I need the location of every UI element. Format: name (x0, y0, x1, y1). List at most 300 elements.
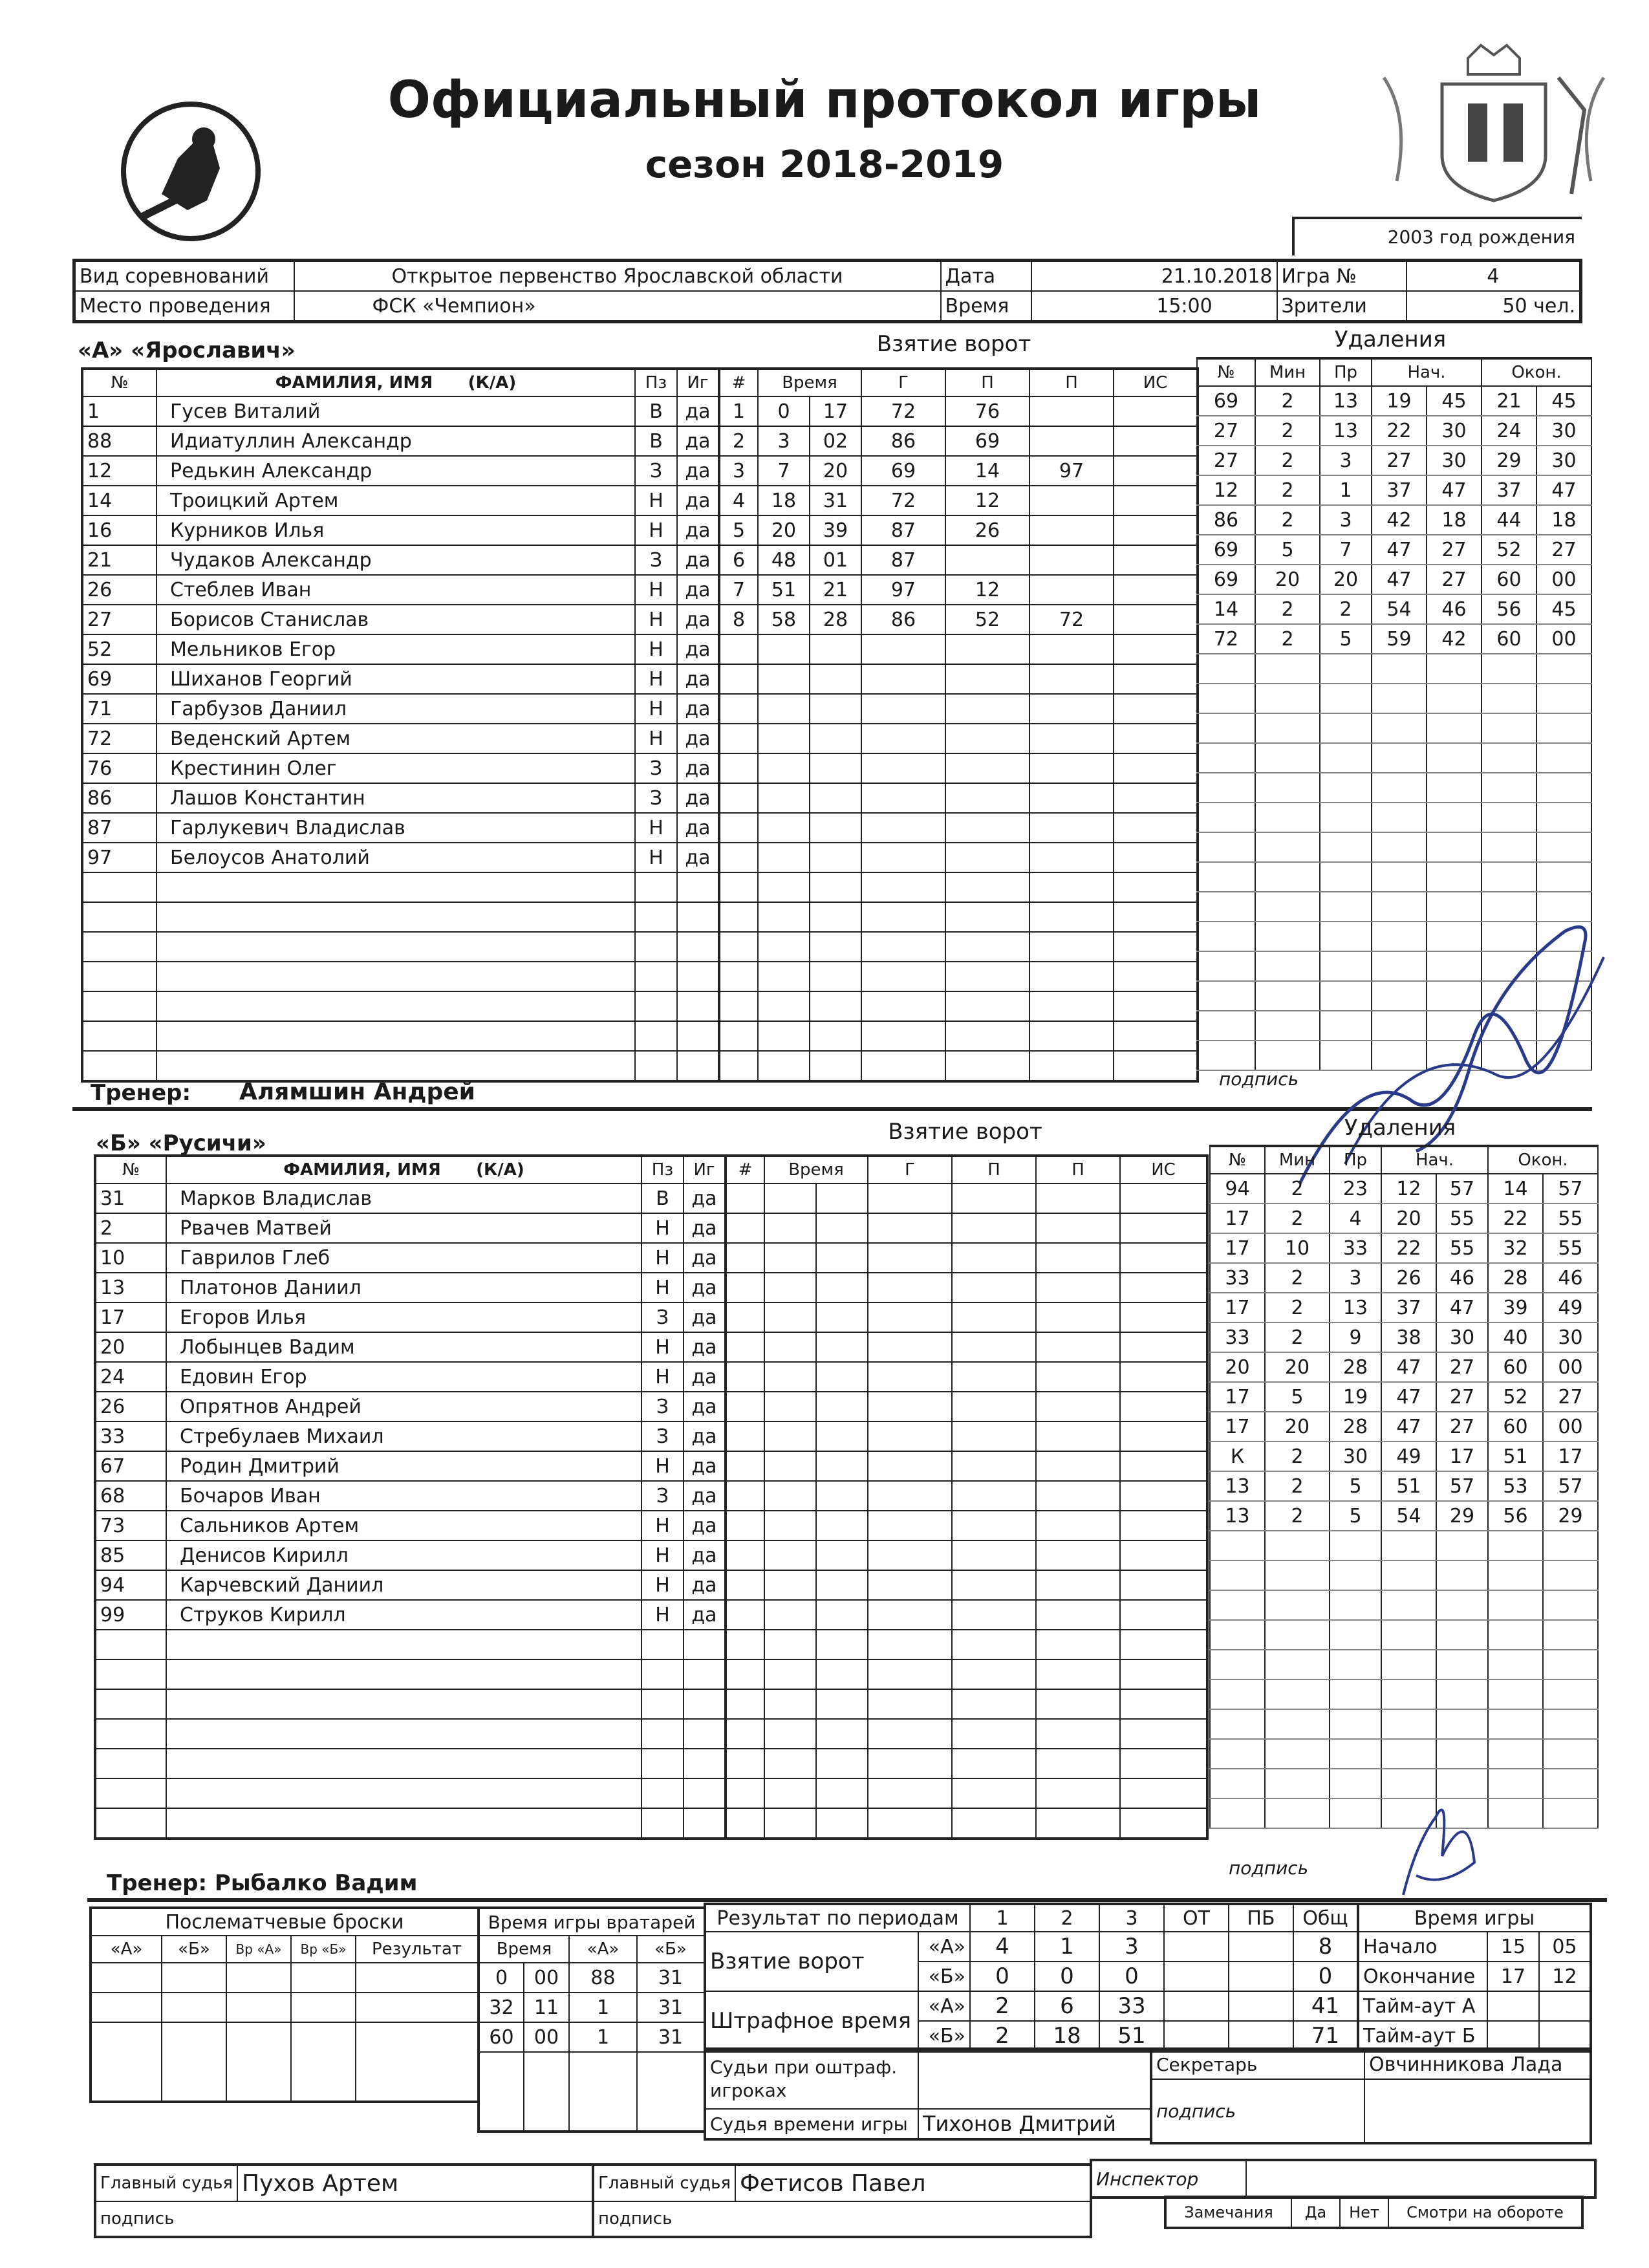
penalty-start-sec: 55 (1436, 1233, 1488, 1263)
goal-assist-2 (1029, 962, 1114, 991)
pim-b-3 (1164, 2021, 1229, 2051)
goal-assist-1 (952, 1719, 1036, 1749)
penalty-start-sec (1427, 654, 1482, 684)
penalty-minutes: 2 (1255, 475, 1320, 505)
goal-number (719, 753, 758, 783)
player-name: Борисов Станислав (156, 605, 635, 634)
player-row (82, 1021, 719, 1051)
goal-row (719, 813, 1198, 843)
penalty-reason: 3 (1320, 446, 1372, 475)
penalty-end-sec (1543, 1531, 1598, 1561)
goal-row (726, 1659, 1207, 1689)
penalty-start-min (1381, 1679, 1436, 1709)
player-position: Н (635, 634, 677, 664)
penalty-end-sec: 57 (1543, 1471, 1598, 1501)
penalty-player (1197, 981, 1255, 1011)
player-number (82, 1021, 156, 1051)
penalty-row (1197, 862, 1591, 892)
penalty-reason (1330, 1531, 1381, 1561)
penalty-row (1210, 1293, 1598, 1323)
penalty-reason: 33 (1330, 1233, 1381, 1263)
time-judge-label: Судья времени игры (705, 2109, 918, 2139)
date: 21.10.2018 (1031, 261, 1277, 292)
goal-number (719, 813, 758, 843)
penalty-reason (1320, 862, 1372, 892)
goal-second: 20 (810, 456, 861, 486)
player-number: 99 (95, 1600, 166, 1630)
goal-minute (758, 664, 810, 694)
goal-assist-2 (1036, 1540, 1120, 1570)
goal-row (726, 1392, 1207, 1421)
penalty-start-min: 47 (1381, 1382, 1436, 1412)
penalty-start-min: 20 (1381, 1204, 1436, 1233)
goal-minute (758, 1021, 810, 1051)
player-number (82, 902, 156, 932)
goals-a-0: 4 (970, 1932, 1035, 1961)
goal-situation (1114, 634, 1198, 664)
penalty-end-sec (1543, 1709, 1598, 1739)
penalty-minutes: 2 (1265, 1501, 1330, 1531)
penalty-start-min: 49 (1381, 1442, 1436, 1471)
player-number: 20 (95, 1332, 166, 1362)
penalty-minutes (1265, 1679, 1330, 1709)
goal-row (726, 1421, 1207, 1451)
penalty-player (1197, 1011, 1255, 1041)
penalty-minutes: 2 (1265, 1323, 1330, 1352)
penalty-reason (1330, 1590, 1381, 1620)
goal-assist-2 (1029, 724, 1114, 753)
penalty-end-min: 24 (1482, 416, 1536, 446)
goal-situation (1114, 396, 1198, 426)
penalty-row (1197, 565, 1591, 594)
penalty-end-sec (1536, 654, 1591, 684)
penalty-row (1197, 684, 1591, 713)
player-row (82, 426, 719, 456)
goal-assist-2 (1029, 843, 1114, 872)
player-number: 13 (95, 1273, 166, 1302)
goal-assist-2 (1029, 426, 1114, 456)
penalty-player (1210, 1650, 1265, 1679)
penalty-end-sec: 30 (1536, 416, 1591, 446)
player-row (82, 872, 719, 902)
player-number (95, 1808, 166, 1839)
header-p2: П (1029, 369, 1114, 396)
player-position: В (635, 396, 677, 426)
player-played (684, 1689, 726, 1719)
penalty-start-sec (1436, 1531, 1488, 1561)
goal-assist-2 (1029, 902, 1114, 932)
player-played: да (677, 694, 719, 724)
player-row (95, 1332, 726, 1362)
inspector-table (1090, 2159, 1597, 2199)
goal-situation (1120, 1302, 1207, 1332)
player-row (95, 1570, 726, 1600)
player-row (82, 694, 719, 724)
goal-number (726, 1778, 764, 1808)
goal-scorer (861, 1051, 945, 1081)
player-position: З (635, 753, 677, 783)
penalty-start-sec (1436, 1590, 1488, 1620)
player-row (95, 1600, 726, 1630)
venue-label: Место проведения (74, 291, 294, 322)
gk-label: Время игры вратарей (479, 1908, 705, 1936)
goal-assist-2 (1029, 813, 1114, 843)
penalty-row (1197, 505, 1591, 535)
penalty-reason: 28 (1330, 1412, 1381, 1442)
goal-row (719, 1051, 1198, 1081)
birth-year: 2003 год рождения (1387, 226, 1575, 248)
header-no: № (1197, 358, 1255, 386)
header-no: № (95, 1156, 166, 1183)
penalty-reason (1320, 743, 1372, 773)
goal-situation (1114, 753, 1198, 783)
penalty-start-sec: 27 (1436, 1352, 1488, 1382)
penalty-end-min: 52 (1488, 1382, 1543, 1412)
pim-b-1: 18 (1035, 2021, 1099, 2051)
goal-situation (1114, 783, 1198, 813)
venue: ФСК «Чемпион» (294, 291, 941, 322)
penalty-end-min: 29 (1482, 446, 1536, 475)
header-g: Г (868, 1156, 952, 1183)
penalty-end-sec: 30 (1536, 446, 1591, 475)
goal-minute: 51 (758, 575, 810, 605)
penalty-minutes (1265, 1650, 1330, 1679)
goal-scorer (868, 1778, 952, 1808)
goal-scorer (861, 872, 945, 902)
penalty-start-min: 22 (1372, 416, 1427, 446)
goal-situation (1120, 1659, 1207, 1689)
goal-minute (764, 1540, 816, 1570)
goal-situation (1114, 932, 1198, 962)
player-row (95, 1659, 726, 1689)
player-position: В (635, 426, 677, 456)
goal-situation (1120, 1540, 1207, 1570)
goal-assist-2 (1036, 1749, 1120, 1778)
player-position: З (641, 1302, 684, 1332)
goal-minute (764, 1421, 816, 1451)
penalty-end-sec: 30 (1543, 1323, 1598, 1352)
goal-assist-1 (945, 962, 1029, 991)
player-name: Гусев Виталий (156, 396, 635, 426)
penalty-player: 33 (1210, 1323, 1265, 1352)
player-played: да (684, 1481, 726, 1511)
goal-assist-1 (945, 783, 1029, 813)
goal-minute (764, 1213, 816, 1243)
goal-second (810, 753, 861, 783)
goal-assist-1 (945, 932, 1029, 962)
remarks-yes[interactable]: Да (1291, 2197, 1340, 2228)
penalty-minutes: 2 (1255, 594, 1320, 624)
header-p1: П (952, 1156, 1036, 1183)
header-is: ИС (1114, 369, 1198, 396)
penalty-start-min (1372, 743, 1427, 773)
goal-assist-2: 72 (1029, 605, 1114, 634)
goal-assist-1 (945, 694, 1029, 724)
penalty-minutes: 2 (1265, 1204, 1330, 1233)
penalty-row (1197, 773, 1591, 803)
remarks-table (1164, 2196, 1584, 2229)
player-row (95, 1213, 726, 1243)
penalty-player: К (1210, 1442, 1265, 1471)
goal-minute (758, 753, 810, 783)
penalty-end-sec (1536, 773, 1591, 803)
player-row (82, 843, 719, 872)
goal-situation (1120, 1183, 1207, 1213)
player-name: Егоров Илья (166, 1302, 641, 1332)
pim-a-2: 33 (1099, 1991, 1164, 2021)
competition-label: Вид соревнований (74, 261, 294, 292)
goals-a-1: 1 (1035, 1932, 1099, 1961)
player-name: Шиханов Георгий (156, 664, 635, 694)
player-number: 71 (82, 694, 156, 724)
player-name: Гарбузов Даниил (156, 694, 635, 724)
goal-assist-2 (1029, 1051, 1114, 1081)
penalty-reason: 23 (1330, 1174, 1381, 1204)
goal-situation (1120, 1808, 1207, 1839)
player-played: да (684, 1362, 726, 1392)
team-b-coach: Тренер: Рыбалко Вадим (107, 1870, 418, 1896)
gk-second: 00 (524, 1963, 569, 1993)
goal-number (726, 1600, 764, 1630)
goal-second (816, 1183, 868, 1213)
penalty-start-sec: 17 (1436, 1442, 1488, 1471)
goal-assist-2 (1029, 515, 1114, 545)
header-ka: (К/А) (476, 1160, 524, 1180)
penalty-end-sec: 00 (1536, 565, 1591, 594)
goal-assist-1: 12 (945, 486, 1029, 515)
goal-number (719, 694, 758, 724)
penalty-player: 72 (1197, 624, 1255, 654)
player-number: 27 (82, 605, 156, 634)
goal-situation (1114, 962, 1198, 991)
penalty-row (1210, 1650, 1598, 1679)
player-position: Н (635, 694, 677, 724)
header-name: ФАМИЛИЯ, ИМЯ (283, 1160, 441, 1180)
goal-number (719, 1051, 758, 1081)
period-col-3: ОТ (1164, 1904, 1229, 1932)
goal-number (726, 1630, 764, 1659)
goal-second (816, 1392, 868, 1421)
penalty-minutes (1265, 1531, 1330, 1561)
penalty-end-min (1488, 1531, 1543, 1561)
player-name: Денисов Кирилл (166, 1540, 641, 1570)
penalty-start-min: 42 (1372, 505, 1427, 535)
goal-number: 8 (719, 605, 758, 634)
penalty-start-min (1381, 1590, 1436, 1620)
goal-scorer: 86 (861, 605, 945, 634)
penalty-reason: 13 (1320, 416, 1372, 446)
goal-second: 31 (810, 486, 861, 515)
player-position: Н (635, 515, 677, 545)
goal-assist-2: 97 (1029, 456, 1114, 486)
player-position: Н (641, 1273, 684, 1302)
goal-situation (1114, 1051, 1198, 1081)
goal-situation (1120, 1481, 1207, 1511)
goal-scorer (861, 1021, 945, 1051)
goal-row (726, 1362, 1207, 1392)
penalty-minutes: 2 (1265, 1293, 1330, 1323)
penalty-player (1197, 803, 1255, 832)
penalty-reason (1320, 713, 1372, 743)
player-played: да (677, 396, 719, 426)
penalty-end-min: 52 (1482, 535, 1536, 565)
penalty-start-min: 47 (1372, 535, 1427, 565)
goal-number (726, 1213, 764, 1243)
goal-row (726, 1749, 1207, 1778)
goal-minute (764, 1362, 816, 1392)
goal-minute (758, 902, 810, 932)
penalty-row (1197, 654, 1591, 684)
penalty-end-min (1488, 1679, 1543, 1709)
penalty-start-min: 54 (1372, 594, 1427, 624)
goal-number (726, 1659, 764, 1689)
goal-assist-1 (952, 1630, 1036, 1659)
team-b-penalties-table (1209, 1145, 1599, 1829)
player-played (684, 1749, 726, 1778)
player-name (166, 1630, 641, 1659)
goal-row (719, 545, 1198, 575)
period-col-4: ПБ (1229, 1904, 1293, 1932)
penalty-player: 17 (1210, 1293, 1265, 1323)
goal-minute (764, 1243, 816, 1273)
player-number (95, 1719, 166, 1749)
player-number: 14 (82, 486, 156, 515)
player-row (82, 783, 719, 813)
goal-situation (1120, 1778, 1207, 1808)
goals-b-0: 0 (970, 1961, 1035, 1991)
penalty-player: 33 (1210, 1263, 1265, 1293)
penalty-start-min (1381, 1561, 1436, 1590)
goal-assist-1 (952, 1332, 1036, 1362)
player-row (82, 991, 719, 1021)
penalty-end-sec (1536, 684, 1591, 713)
goal-second (816, 1630, 868, 1659)
team-b-signature-label: подпись (1229, 1857, 1309, 1879)
goal-assist-1: 14 (945, 456, 1029, 486)
penalty-reason: 4 (1330, 1204, 1381, 1233)
head-ref-2-signature-label: подпись (593, 2201, 1091, 2237)
penalty-end-min (1482, 743, 1536, 773)
player-number: 73 (95, 1511, 166, 1540)
goal-row (719, 872, 1198, 902)
player-position (635, 902, 677, 932)
goal-second (816, 1511, 868, 1540)
header-pr: Пр (1330, 1146, 1381, 1174)
goals-b-4 (1229, 1961, 1293, 1991)
player-number: 33 (95, 1421, 166, 1451)
header-time: Время (764, 1156, 868, 1183)
goal-row (719, 902, 1198, 932)
gk-a: 1 (569, 1993, 637, 2022)
player-played (677, 932, 719, 962)
goal-minute: 20 (758, 515, 810, 545)
player-played (677, 902, 719, 932)
goal-minute (764, 1392, 816, 1421)
goal-number (726, 1808, 764, 1839)
penalty-minutes: 2 (1265, 1263, 1330, 1293)
goal-assist-1 (952, 1421, 1036, 1451)
goal-minute (764, 1808, 816, 1839)
player-row (95, 1302, 726, 1332)
penalty-reason: 20 (1320, 565, 1372, 594)
goal-number (726, 1689, 764, 1719)
goals-b-5: 0 (1293, 1961, 1358, 1991)
player-position (635, 1021, 677, 1051)
penalty-reason: 5 (1320, 624, 1372, 654)
player-played: да (677, 545, 719, 575)
goal-situation (1120, 1332, 1207, 1362)
goal-scorer (861, 664, 945, 694)
penalty-start-sec: 29 (1436, 1501, 1488, 1531)
penalty-player (1197, 862, 1255, 892)
player-row (82, 1051, 719, 1081)
goal-minute (758, 813, 810, 843)
player-position: З (641, 1421, 684, 1451)
remarks-no[interactable]: Нет (1340, 2197, 1388, 2228)
goal-situation (1114, 991, 1198, 1021)
goal-number (719, 1021, 758, 1051)
remarks-see-back: Смотри на обороте (1388, 2197, 1582, 2228)
penalty-end-min (1488, 1620, 1543, 1650)
pim-a-5: 41 (1293, 1991, 1358, 2021)
penalty-row (1197, 832, 1591, 862)
penalty-end-sec: 17 (1543, 1442, 1598, 1471)
goal-assist-2 (1036, 1421, 1120, 1451)
goal-situation (1114, 545, 1198, 575)
goals-a-3 (1164, 1932, 1229, 1961)
penalty-row (1210, 1382, 1598, 1412)
gk-col-b: «Б» (637, 1936, 705, 1963)
goal-scorer (861, 962, 945, 991)
penalty-minutes: 2 (1255, 505, 1320, 535)
penalty-row (1210, 1561, 1598, 1590)
goal-number (726, 1392, 764, 1421)
goal-assist-2 (1029, 932, 1114, 962)
goal-row (726, 1273, 1207, 1302)
judges-table (704, 2047, 1152, 2141)
player-position (635, 962, 677, 991)
goal-row (719, 724, 1198, 753)
goal-situation (1114, 694, 1198, 724)
goal-assist-1 (952, 1808, 1036, 1839)
player-name: Родин Дмитрий (166, 1451, 641, 1481)
penalty-end-sec (1543, 1561, 1598, 1590)
player-position: Н (641, 1362, 684, 1392)
penalty-row (1197, 743, 1591, 773)
timeout-a-label: Тайм-аут А (1358, 1991, 1487, 2021)
goal-scorer (861, 843, 945, 872)
player-row (82, 724, 719, 753)
goal-situation (1120, 1243, 1207, 1273)
header-pz: Пз (635, 369, 677, 396)
penalty-row (1197, 624, 1591, 654)
player-row (95, 1540, 726, 1570)
player-name: Идиатуллин Александр (156, 426, 635, 456)
header-ig: Иг (677, 369, 719, 396)
head-ref-1-signature-label: подпись (95, 2201, 593, 2237)
team-a-goals-title: Взятие ворот (876, 331, 1031, 357)
goal-scorer (868, 1213, 952, 1243)
goal-minute (758, 843, 810, 872)
goal-number: 5 (719, 515, 758, 545)
player-played: да (684, 1540, 726, 1570)
time-label: Время (941, 291, 1031, 322)
penalty-minutes: 2 (1255, 386, 1320, 416)
goals-b-1: 0 (1035, 1961, 1099, 1991)
period-col-2: 3 (1099, 1904, 1164, 1932)
player-name: Стеблев Иван (156, 575, 635, 605)
goal-assist-2 (1036, 1719, 1120, 1749)
